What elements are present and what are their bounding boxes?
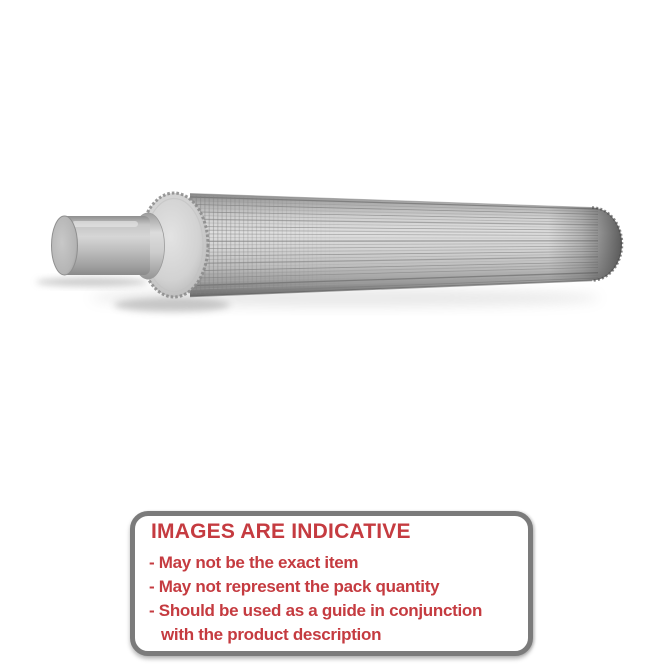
pulley-right-cap-shade — [548, 206, 622, 282]
pulley-end-shadow — [114, 298, 230, 312]
shaft-end-face — [52, 216, 78, 275]
notice-title: IMAGES ARE INDICATIVE — [151, 520, 411, 543]
shaft-shadow — [36, 278, 148, 287]
pulley-bottom-edge — [190, 281, 592, 297]
pulley-rib-lines — [190, 197, 598, 293]
pulley-body — [190, 194, 622, 297]
shaft-body — [62, 216, 150, 275]
notice-line-4: with the product description — [161, 625, 382, 644]
bar-shadow — [90, 289, 600, 307]
notice-line-3: - Should be used as a guide in conjunction — [149, 601, 483, 620]
indicative-notice-box — [130, 511, 533, 656]
shaft-collar — [132, 213, 165, 279]
shaft-top-highlight — [72, 221, 138, 227]
pulley-left-face-inner-ring — [145, 199, 203, 292]
pulley-tooth-serration-band — [192, 196, 338, 295]
pulley-left-face-serration — [140, 193, 208, 297]
pulley-right-cap-serration — [592, 208, 622, 281]
notice-line-1: - May not be the exact item — [149, 553, 359, 572]
pulley-top-edge — [190, 194, 592, 208]
pulley-left-face — [140, 193, 208, 297]
notice-line-2: - May not represent the pack quantity — [149, 577, 440, 596]
